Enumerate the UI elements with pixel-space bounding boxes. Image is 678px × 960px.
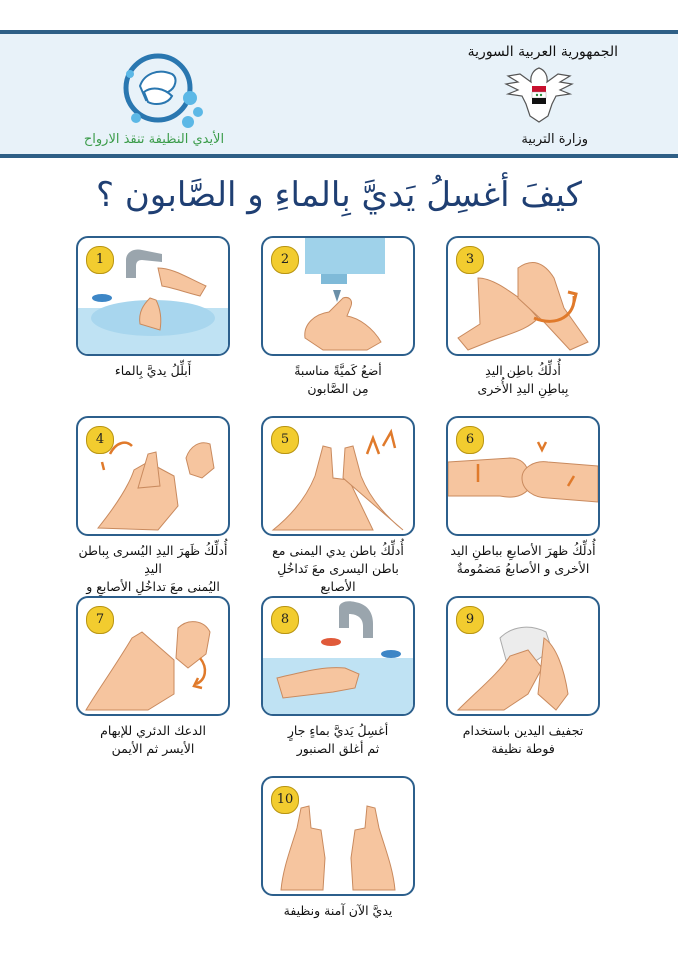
step-number-badge: 1 (86, 246, 114, 274)
caption-line-1: أغسِلُ يَديَّ بماءٍ جارٍ (287, 723, 389, 738)
caption-line-2: مِن الصَّابون (307, 381, 369, 396)
step-6 (446, 416, 600, 578)
step-card (446, 236, 600, 356)
step-10 (261, 776, 415, 920)
caption-line-1: أَبلِّلُ يديَّ بِالماء (114, 363, 192, 378)
step-card (261, 596, 415, 716)
step-number-badge: 9 (456, 606, 484, 634)
step-number-badge: 7 (86, 606, 114, 634)
caption-line-2: فوطة نظيفة (491, 741, 555, 756)
caption-line-1: أُدلِّكُ ظَهرَ اليدِ اليُسرى بِباطن اليدِ (78, 543, 228, 576)
step-caption (261, 722, 415, 758)
step-5 (261, 416, 415, 596)
step-7 (76, 596, 230, 758)
step-card (76, 416, 230, 536)
clean-hands-logo (118, 48, 208, 136)
step-1 (76, 236, 230, 380)
step-number-badge: 2 (271, 246, 299, 274)
step-number-badge: 10 (271, 786, 299, 814)
top-margin (0, 0, 678, 30)
step-9 (446, 596, 600, 758)
caption-line-2: بِباطِنِ اليدِ الأُخرى (477, 381, 569, 396)
step-8 (261, 596, 415, 758)
header-banner (0, 30, 678, 158)
step-number-badge: 5 (271, 426, 299, 454)
step-caption (446, 722, 600, 758)
caption-line-1: يديَّ الآن آمنة ونظيفة (283, 903, 393, 918)
step-card (261, 236, 415, 356)
caption-line-1: أُدلِّكُ باطن يدي اليمنى مع (272, 543, 404, 558)
step-caption (446, 542, 600, 578)
republic-title: الجمهورية العربية السورية (467, 44, 618, 60)
step-4 (76, 416, 230, 614)
step-card (261, 416, 415, 536)
step-2 (261, 236, 415, 398)
caption-line-1: تجفيف اليدين باستخدام (462, 723, 584, 738)
caption-line-2: الأيسر ثم الأيمن (111, 741, 195, 756)
ministry-name: وزارة التربية (521, 132, 588, 147)
caption-line-1: أضعُ كَميَّةً مناسبةً (294, 363, 382, 378)
step-number-badge: 4 (86, 426, 114, 454)
step-number-badge: 8 (271, 606, 299, 634)
step-card (446, 596, 600, 716)
step-3 (446, 236, 600, 398)
page-title: كيفَ أغسِلُ يَديَّ بِالماءِ و الصَّابون ؟ (95, 175, 582, 215)
step-caption (261, 362, 415, 398)
step-caption (76, 362, 230, 380)
step-caption (446, 362, 600, 398)
step-number-badge: 3 (456, 246, 484, 274)
step-caption (76, 722, 230, 758)
caption-line-2: ثم أغلق الصنبور (296, 741, 380, 756)
step-number-badge: 6 (456, 426, 484, 454)
step-card (261, 776, 415, 896)
caption-line-2: باطن اليسرى معَ تَداخُلِ الأصابع (277, 561, 399, 594)
caption-line-1: أُدلِّكُ ظهرَ الأصابعِ بباطنِ اليد (450, 543, 596, 558)
syrian-eagle-emblem (500, 60, 578, 130)
caption-line-1: أُدلِّكُ باطِن اليدِ (485, 363, 561, 378)
step-card (76, 236, 230, 356)
caption-line-1: الدعك الدئري للإبهام (100, 723, 206, 738)
step-caption (261, 902, 415, 920)
step-card (446, 416, 600, 536)
step-card (76, 596, 230, 716)
caption-line-2: الأخرى و الأصابعُ مَضمُومةٌ (456, 561, 590, 576)
caption-line-2: اليُمنى معَ تداخُلِ الأصابعِ و (86, 579, 220, 594)
slogan: الأيدي النظيفة تنقذ الارواح (83, 132, 225, 147)
step-caption (261, 542, 415, 596)
